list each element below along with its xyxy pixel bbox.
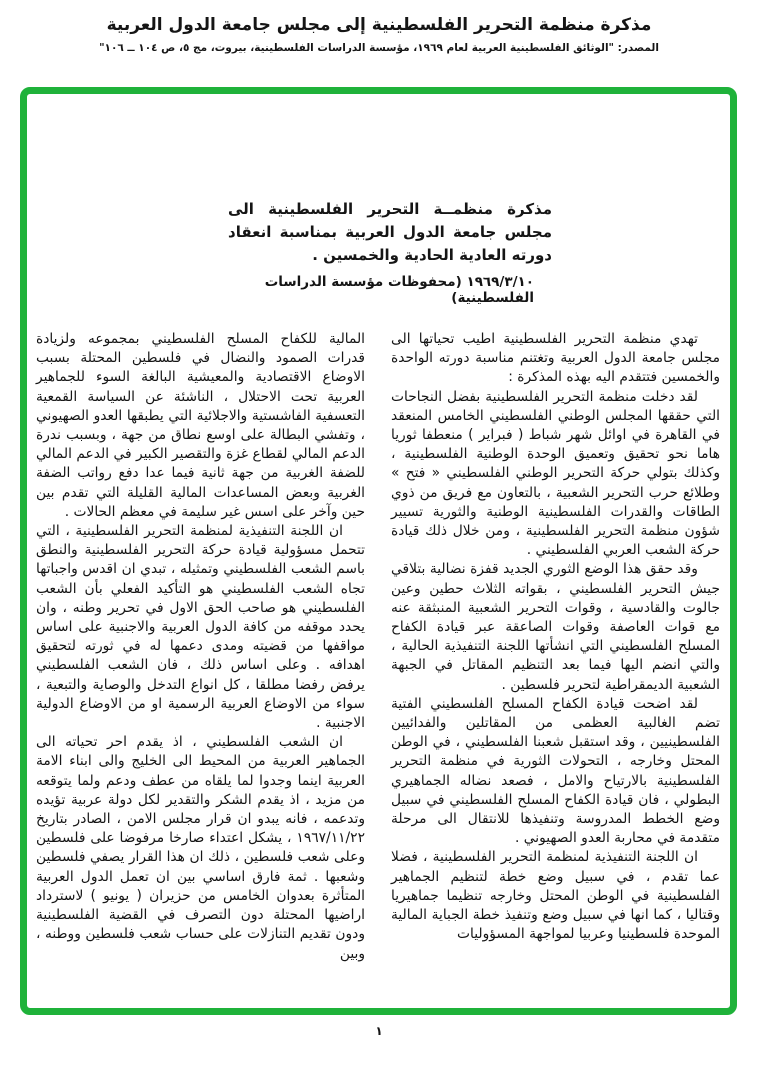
document-header (0, 0, 758, 54)
paragraph: ان اللجنة التنفيذية لمنظمة التحرير الفلسطينية ، فضلا عما تقدم ، في سبيل وضع خطة لتنظيم الجماهير الفلسطينية في الوطن المحتل وخارجه تنظيما جماهيريا وقتاليا ، كما انها في سبيل وضع وتنفيذ خطة الجباية المالية الموحدة فلسطينيا وعربيا لمواجهة المسؤوليات (391, 849, 720, 943)
memo-date-line: ١٩٦٩/٣/١٠ (محفوظات مؤسسة الدراسات الفلسطينية) (264, 274, 534, 306)
paragraph: ان اللجنة التنفيذية لمنظمة التحرير الفلسطينية ، التي تتحمل مسؤولية قيادة حركة التحرير الفلسطينية والنطق باسم الشعب الفلسطيني وتمثيله ، تبدي ان اقدس واجباتها تجاه الشعب الفلسطيني هو التأكيد الفعلي بأن الشعب الفلسطيني هو صاحب الحق الاول في تحرير وطنه ، وان يحدد موقفه من كافة الدول العربية والاجنبية على اساس مواقفها من قضيته ومدى دعمها له في ثورته لتحقيق اهدافه . وعلى اساس ذلك ، فان الشعب الفلسطيني يرفض رفضا مطلقا ، كل انواع التدخل والوصاية والتبعية ، سواء من الاوضاع العربية الرسمية او من الاوضاع الدولية الاجنبية . (36, 523, 365, 732)
paragraph: ان الشعب الفلسطيني ، اذ يقدم احر تحياته الى الجماهير العربية من المحيط الى الخليج والى ابناء الامة العربية اينما وجدوا لما يلقاه من عطف ودعم ولما يتوقعه من مزيد ، اذ يقدم الشكر والتقدير لكل دولة عربية تؤيده وتدعمه ، فانه يبدو ان قرار مجلس الامن ، الصادر بتاريخ ١٩٦٧/١١/٢٢ ، يشكل اعتداء صارخا مرفوضا على فلسطين وعلى شعب فلسطين ، ذلك ان هذا القرار يصفي فلسطين وشعبها . ثمة فارق اساسي بين ان تعمل الدول العربية المتأثرة بعدوان الخامس من حزيران ( يونيو ) لاسترداد اراضيها المحتلة دون التصرف في القضية الفلسطينية ودون تقديم التنازلات على حساب شعب فلسطين ووطنه ، وبين (36, 734, 365, 962)
paragraph-continuation: المالية للكفاح المسلح الفلسطيني بمجموعه ولزيادة قدرات الصمود والنضال في فلسطين المحتلة بسبب الاوضاع الاقتصادية والمعيشية البالغة السوء للجماهير العربية تحت الاحتلال ، الناشئة عن السياسة القمعية التعسفية الفاشستية والاجلائية التي يطبقها العدو الصهيوني ، وتفشي البطالة على اوسع نطاق من جهة ، وبسبب ندرة الدعم المالي لقطاع غزة والتقصير الكبير في الدعم المالي للضفة الغربية من جهة ثانية فيما عدا دفع رواتب الضفة الغربية وبعض المساعدات المالية القليلة التي تقدم بين حين وآخر على اسس غير سليمة في معظم الحالات . (36, 331, 365, 520)
memo-body (37, 330, 720, 964)
column-left (36, 330, 365, 964)
column-right (391, 330, 720, 964)
paragraph: تهدي منظمة التحرير الفلسطينية اطيب تحياتها الى مجلس جامعة الدول العربية وتغتنم مناسبة دورته الواحدة والخمسين فتتقدم اليه بهذه المذكرة : (391, 331, 720, 386)
memo-heading-block (228, 198, 552, 306)
paragraph: وقد حقق هذا الوضع الثوري الجديد قفزة نضالية بتلاقي جيش التحرير الفلسطيني ، بقواته الثلاث حطين وعين جالوت والقادسية ، وقوات التحرير الشعبية المنبثقة عنه مع قوات العاصفة وقوات الصاعقة عبر قيادة الكفاح المسلح الفلسطيني التي انشأتها اللجنة التنفيذية الحالية ، والتي انضم اليها فيما بعد التنظيم المقاتل في الجبهة الشعبية الديمقراطية لتحرير فلسطين . (391, 561, 720, 693)
document-source-citation: المصدر: "الوثائق الفلسطينية العربية لعام ١٩٦٩، مؤسسة الدراسات الفلسطينية، بيروت، مج ٥، ص ١٠٤ ــ ١٠٦" (99, 42, 659, 54)
memo-title: مذكرة منظمــة التحرير الفلسطينية الى مجلس جامعة الدول العربية بمناسبة انعقاد دورته العادية الحادية والخمسين . (228, 200, 552, 264)
page-footer (0, 1024, 758, 1038)
paragraph: لقد اضحت قيادة الكفاح المسلح الفلسطيني الفتية تضم الغالبية العظمى من المقاتلين والفدائيين الفلسطينيين ، وقد استقبل شعبنا الفلسطيني ، في الوطن المحتل وخارجه ، التحولات الثورية في منظمة التحرير الفلسطينية بالارتياح والامل ، فصعد نضاله الجماهيري البطولي ، فان قيادة الكفاح المسلح الفلسطيني في سبيل وضع الخطط المدروسة وتنفيذها للانتقال الى مرحلة متقدمة في محاربة العدو الصهيوني . (391, 695, 720, 847)
document-title: مذكرة منظمة التحرير الفلسطينية إلى مجلس جامعة الدول العربية (106, 15, 652, 35)
memo-frame (20, 87, 737, 1015)
page-number: ١ (375, 1024, 383, 1038)
paragraph: لقد دخلت منظمة التحرير الفلسطينية بفضل النجاحات التي حققها المجلس الوطني الفلسطيني الخامس المنعقد في القاهرة في اوائل شهر شباط ( فبراير ) منعطفا ثوريا هاما نحو تحقيق وتعميق الوحدة الوطنية الفلسطينية ، وكذلك بتولي حركة التحرير الوطني الفلسطيني « فتح » وطلائع حرب التحرير الشعبية ، بالتعاون مع فريق من ذوي الطاقات والقدرات الفلسطينية الوطنية والثورية تسيير شؤون منظمة التحرير الفلسطينية ، ومن خلال ذلك قيادة حركة الشعب العربي الفلسطيني . (391, 388, 720, 559)
